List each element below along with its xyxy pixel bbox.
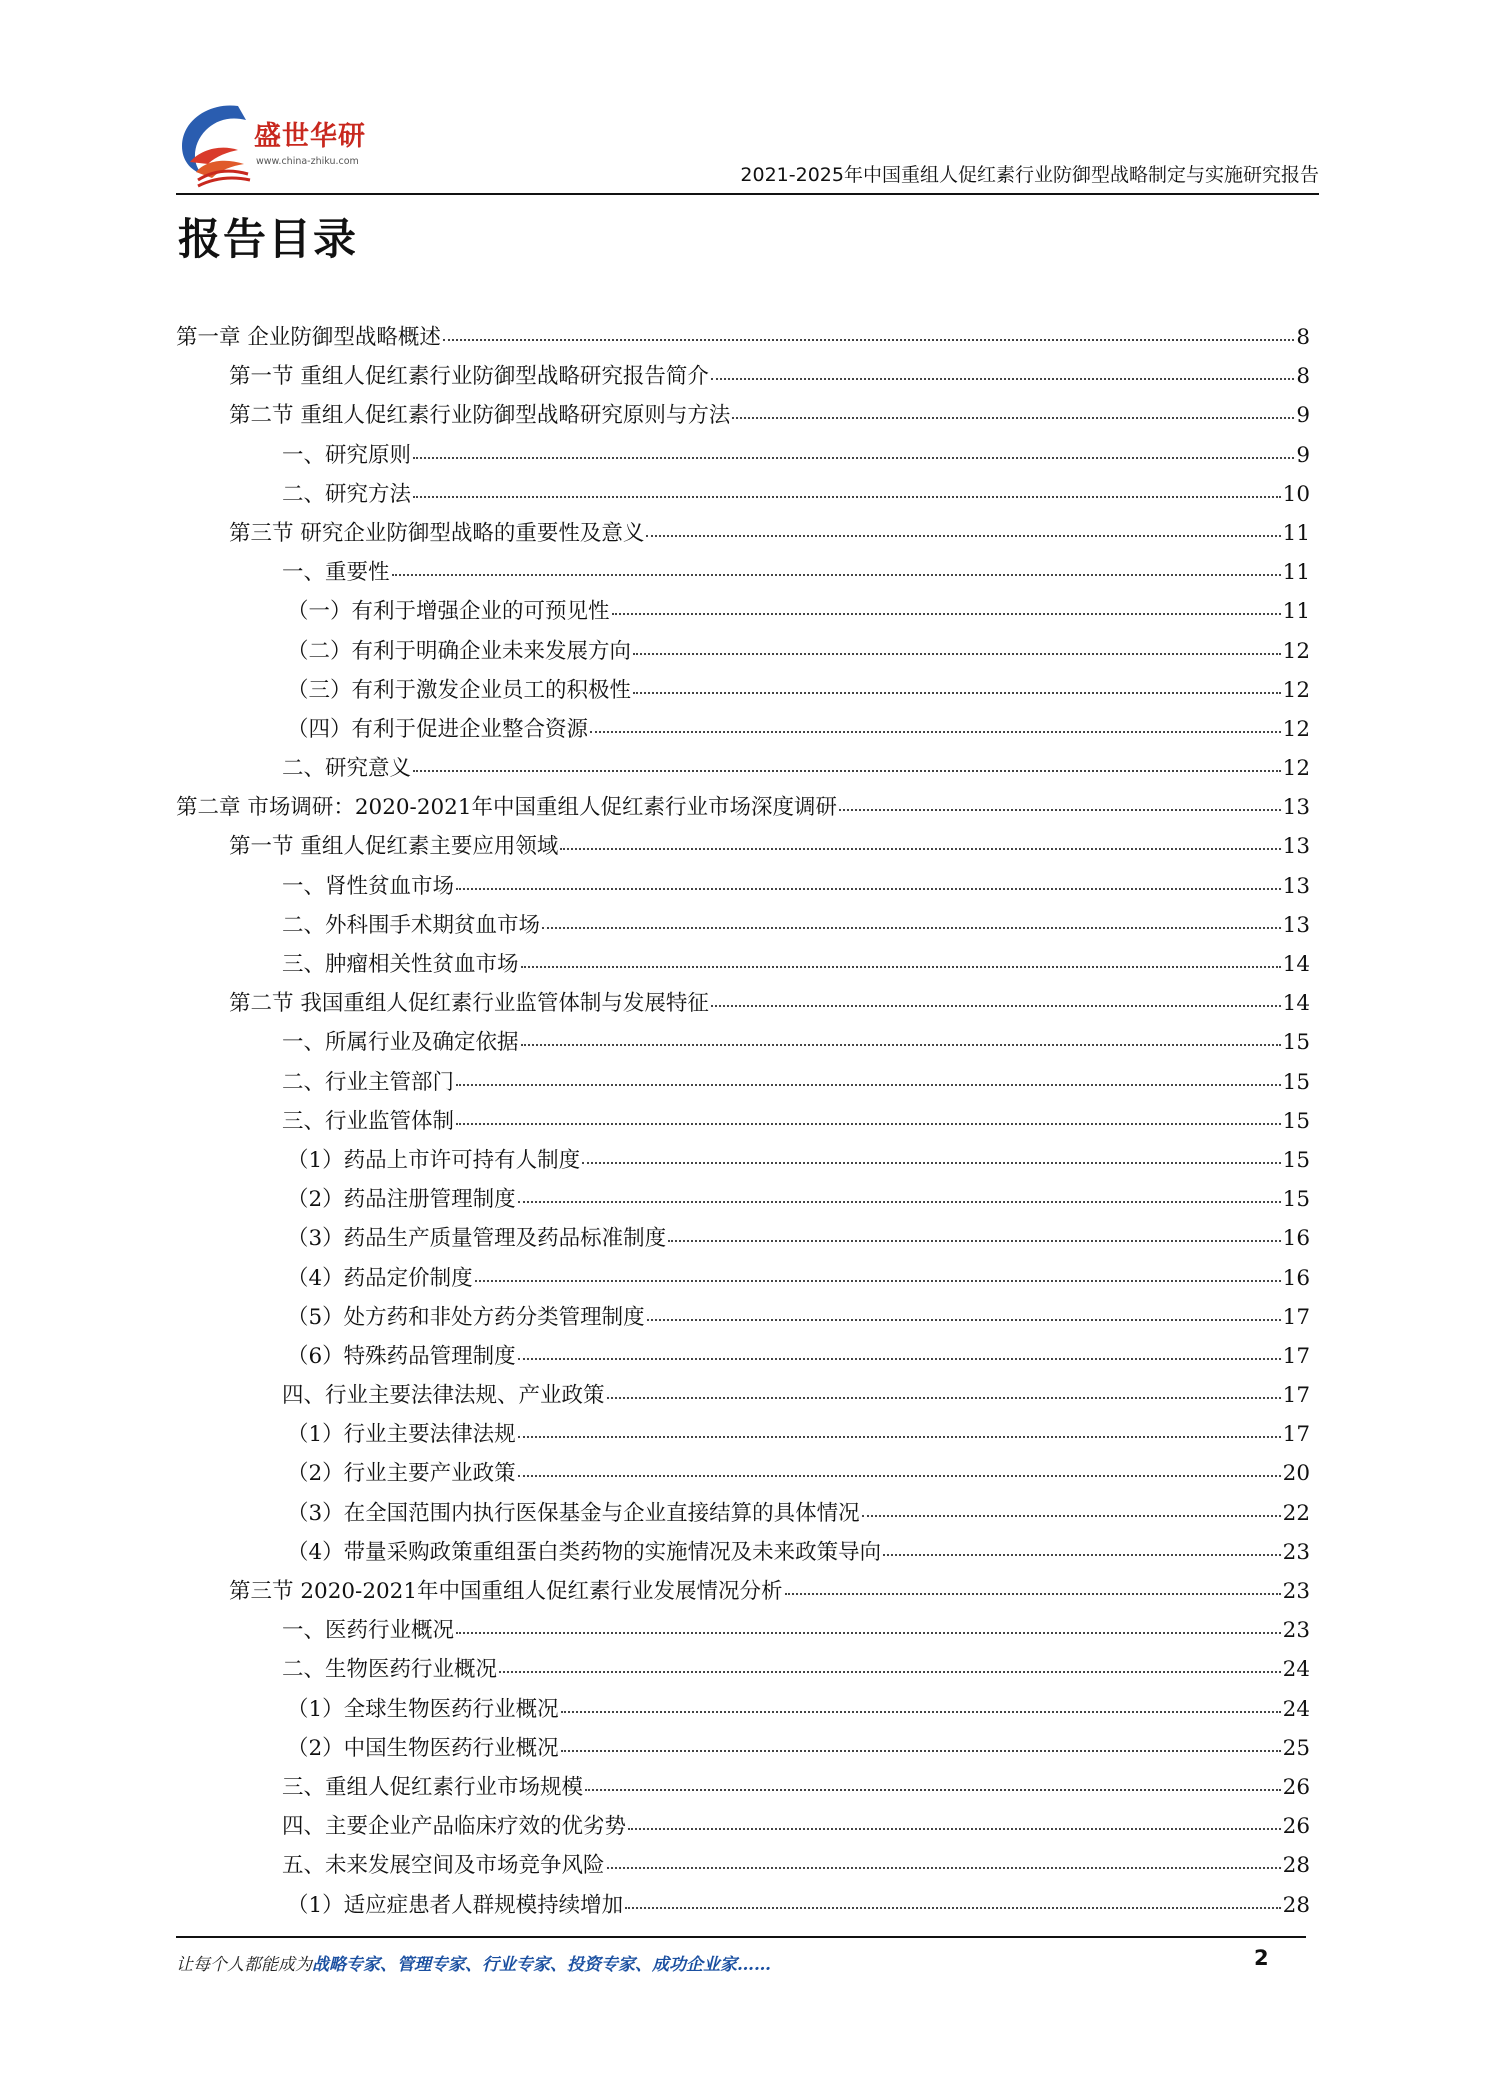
toc-entry-title: （3）药品生产质量管理及药品标准制度	[287, 1226, 667, 1252]
toc-entry-page: 14	[1282, 991, 1310, 1017]
toc-dot-leader	[542, 912, 1281, 932]
logo-url: www.china-zhiku.com	[256, 156, 359, 167]
toc-dot-leader	[475, 1265, 1281, 1285]
toc-entry-title: 二、行业主管部门	[282, 1069, 455, 1095]
toc-entry[interactable]	[176, 829, 1310, 868]
toc-dot-leader	[839, 794, 1281, 814]
toc-entry-page: 24	[1282, 1696, 1310, 1722]
toc-entry[interactable]	[176, 1456, 1310, 1495]
toc-dot-leader	[443, 324, 1294, 344]
toc-entry-page: 11	[1282, 560, 1310, 586]
toc-entry-page: 9	[1296, 403, 1310, 429]
toc-dot-leader	[561, 1735, 1281, 1755]
toc-entry-title: 第三节 研究企业防御型战略的重要性及意义	[229, 520, 645, 546]
toc-entry-page: 20	[1282, 1461, 1310, 1487]
toc-entry-page: 12	[1282, 756, 1310, 782]
toc-entry[interactable]	[176, 1261, 1310, 1300]
toc-entry-title: （1）行业主要法律法规	[287, 1422, 516, 1448]
toc-dot-leader	[582, 1147, 1280, 1167]
toc-entry-title: （5）处方药和非处方药分类管理制度	[287, 1304, 645, 1330]
toc-entry[interactable]	[176, 1300, 1310, 1339]
toc-entry-title: （1）全球生物医药行业概况	[287, 1696, 559, 1722]
toc-dot-leader	[518, 1421, 1281, 1441]
toc-entry-page: 11	[1282, 520, 1310, 546]
toc-entry-page: 23	[1282, 1618, 1310, 1644]
toc-dot-leader	[521, 951, 1281, 971]
toc-dot-leader	[392, 559, 1281, 579]
toc-entry[interactable]	[176, 1770, 1310, 1809]
toc-entry-page: 23	[1282, 1539, 1310, 1565]
toc-dot-leader	[590, 716, 1281, 736]
toc-entry-page: 22	[1282, 1500, 1310, 1526]
toc-entry-title: （2）行业主要产业政策	[287, 1461, 516, 1487]
toc-entry-page: 12	[1282, 677, 1310, 703]
toc-entry[interactable]	[176, 320, 1310, 359]
toc-dot-leader	[456, 1069, 1281, 1089]
toc-entry[interactable]	[176, 1731, 1310, 1770]
toc-dot-leader	[633, 638, 1281, 658]
toc-dot-leader	[518, 1186, 1281, 1206]
toc-dot-leader	[521, 1029, 1281, 1049]
toc-entry-title: 第一节 重组人促红素主要应用领域	[229, 834, 559, 860]
toc-entry-title: 三、重组人促红素行业市场规模	[282, 1774, 584, 1800]
toc-entry[interactable]	[176, 555, 1310, 594]
toc-entry-title: （6）特殊药品管理制度	[287, 1343, 516, 1369]
toc-entry-title: 第一章 企业防御型战略概述	[176, 325, 441, 350]
toc-entry-page: 8	[1296, 325, 1310, 350]
toc-dot-leader	[499, 1656, 1281, 1676]
toc-dot-leader	[612, 598, 1281, 618]
toc-entry-title: 一、重要性	[282, 560, 390, 586]
toc-dot-leader	[628, 1813, 1281, 1833]
toc-entry-title: （1）药品上市许可持有人制度	[287, 1147, 581, 1173]
toc-entry-title: （2）药品注册管理制度	[287, 1187, 516, 1213]
toc-entry[interactable]	[176, 1613, 1310, 1652]
toc-entry-page: 24	[1282, 1657, 1310, 1683]
toc-dot-leader	[413, 755, 1281, 775]
toc-entry-title: 一、肾性贫血市场	[282, 873, 455, 899]
toc-entry-title: 三、肿瘤相关性贫血市场	[282, 952, 519, 977]
toc-entry-page: 15	[1282, 1187, 1310, 1213]
toc-entry-title: 一、研究原则	[282, 442, 412, 468]
toc-entry[interactable]	[176, 751, 1310, 790]
toc-entry-title: 第一节 重组人促红素行业防御型战略研究报告简介	[229, 364, 709, 390]
toc-entry-page: 15	[1282, 1108, 1310, 1134]
toc-dot-leader	[518, 1460, 1281, 1480]
header-divider	[176, 193, 1319, 195]
toc-entry[interactable]	[176, 594, 1310, 633]
toc-entry-title: （一）有利于增强企业的可预见性	[287, 599, 610, 625]
toc-entry-page: 15	[1282, 1147, 1310, 1173]
toc-dot-leader	[413, 442, 1294, 462]
toc-dot-leader	[607, 1852, 1281, 1872]
toc-entry[interactable]	[176, 1025, 1310, 1064]
table-of-contents	[176, 320, 1310, 1927]
toc-entry-title: 四、行业主要法律法规、产业政策	[282, 1383, 605, 1409]
toc-entry-title: （三）有利于激发企业员工的积极性	[287, 677, 632, 703]
toc-entry-page: 14	[1282, 952, 1310, 977]
toc-entry-page: 13	[1282, 795, 1310, 821]
toc-entry[interactable]	[176, 947, 1310, 986]
toc-entry[interactable]	[176, 398, 1310, 437]
toc-entry[interactable]	[176, 1809, 1310, 1848]
footer-slogan-lead: 让每个人都能成为	[176, 1955, 312, 1975]
toc-entry-page: 16	[1282, 1265, 1310, 1291]
toc-dot-leader	[732, 402, 1294, 422]
toc-dot-leader	[456, 873, 1281, 893]
toc-entry[interactable]	[176, 1417, 1310, 1456]
toc-entry-page: 17	[1282, 1304, 1310, 1330]
toc-dot-leader	[633, 677, 1281, 697]
company-logo	[176, 100, 396, 190]
toc-dot-leader	[883, 1539, 1280, 1559]
toc-dot-leader	[456, 1108, 1281, 1128]
toc-entry-page: 12	[1282, 716, 1310, 742]
toc-entry-title: 第二节 重组人促红素行业防御型战略研究原则与方法	[229, 403, 731, 429]
toc-entry[interactable]	[176, 1182, 1310, 1221]
toc-entry-page: 17	[1282, 1343, 1310, 1369]
footer-slogan	[176, 1950, 771, 1975]
toc-entry-page: 13	[1282, 873, 1310, 899]
toc-entry-title: 三、行业监管体制	[282, 1108, 455, 1134]
toc-entry-title: 二、研究方法	[282, 481, 412, 507]
footer-divider	[176, 1936, 1306, 1938]
toc-entry-title: （四）有利于促进企业整合资源	[287, 716, 589, 742]
toc-dot-leader	[413, 481, 1281, 501]
toc-dot-leader	[785, 1578, 1281, 1598]
toc-entry-page: 26	[1282, 1774, 1310, 1800]
toc-entry[interactable]	[176, 986, 1310, 1025]
toc-entry[interactable]	[176, 1378, 1310, 1417]
toc-entry-title: （3）在全国范围内执行医保基金与企业直接结算的具体情况	[287, 1500, 860, 1526]
toc-entry-title: 四、主要企业产品临床疗效的优劣势	[282, 1814, 627, 1840]
toc-entry-page: 12	[1282, 638, 1310, 664]
toc-entry-page: 10	[1282, 481, 1310, 507]
toc-entry-title: 第三节 2020-2021年中国重组人促红素行业发展情况分析	[229, 1579, 783, 1604]
toc-entry[interactable]	[176, 1692, 1310, 1731]
toc-entry[interactable]	[176, 1652, 1310, 1691]
toc-entry-page: 28	[1282, 1892, 1310, 1918]
toc-entry-page: 25	[1282, 1735, 1310, 1761]
toc-entry-title: 一、所属行业及确定依据	[282, 1030, 519, 1056]
toc-entry[interactable]	[176, 712, 1310, 751]
page-header	[176, 100, 1319, 196]
toc-entry[interactable]	[176, 1339, 1310, 1378]
toc-entry-title: 一、医药行业概况	[282, 1618, 455, 1644]
toc-entry-page: 16	[1282, 1226, 1310, 1252]
toc-dot-leader	[456, 1617, 1281, 1637]
toc-entry-title: 二、外科围手术期贫血市场	[282, 912, 541, 938]
toc-dot-leader	[711, 363, 1294, 383]
toc-entry[interactable]	[176, 1221, 1310, 1260]
toc-entry[interactable]	[176, 1496, 1310, 1535]
toc-dot-leader	[607, 1382, 1281, 1402]
toc-entry[interactable]	[176, 1535, 1310, 1574]
toc-entry[interactable]	[176, 634, 1310, 673]
toc-entry[interactable]	[176, 790, 1310, 829]
toc-entry[interactable]	[176, 477, 1310, 516]
toc-entry-page: 17	[1282, 1383, 1310, 1409]
toc-dot-leader	[668, 1225, 1280, 1245]
toc-entry-title: （1）适应症患者人群规模持续增加	[287, 1892, 624, 1918]
toc-dot-leader	[625, 1892, 1280, 1912]
logo-text: 盛世华研	[254, 121, 366, 152]
toc-entry-page: 8	[1296, 364, 1310, 390]
logo-swoosh-icon	[176, 100, 256, 190]
toc-entry[interactable]	[176, 1143, 1310, 1182]
toc-entry-title: （4）带量采购政策重组蛋白类药物的实施情况及未来政策导向	[287, 1539, 882, 1565]
toc-entry-title: （二）有利于明确企业未来发展方向	[287, 638, 632, 664]
toc-entry-page: 15	[1282, 1030, 1310, 1056]
toc-dot-leader	[561, 1696, 1281, 1716]
toc-entry-page: 17	[1282, 1422, 1310, 1448]
toc-entry-page: 13	[1282, 912, 1310, 938]
toc-entry[interactable]	[176, 1065, 1310, 1104]
toc-entry[interactable]	[176, 516, 1310, 555]
toc-dot-leader	[646, 520, 1280, 540]
toc-entry-title: 第二节 我国重组人促红素行业监管体制与发展特征	[229, 991, 709, 1017]
toc-entry[interactable]	[176, 1574, 1310, 1613]
toc-entry-page: 23	[1282, 1579, 1310, 1604]
toc-entry-page: 13	[1282, 834, 1310, 860]
toc-entry[interactable]	[176, 908, 1310, 947]
toc-dot-leader	[585, 1774, 1281, 1794]
toc-entry[interactable]	[176, 1104, 1310, 1143]
toc-dot-leader	[862, 1500, 1281, 1520]
toc-entry-title: 二、生物医药行业概况	[282, 1657, 498, 1683]
toc-entry-title: （4）药品定价制度	[287, 1265, 473, 1291]
report-title: 2021-2025年中国重组人促红素行业防御型战略制定与实施研究报告	[740, 164, 1319, 186]
toc-entry-page: 9	[1296, 442, 1310, 468]
toc-entry-page: 28	[1282, 1853, 1310, 1879]
toc-entry-page: 15	[1282, 1069, 1310, 1095]
toc-entry[interactable]	[176, 673, 1310, 712]
toc-entry[interactable]	[176, 359, 1310, 398]
toc-entry-title: 二、研究意义	[282, 756, 412, 782]
toc-dot-leader	[560, 833, 1280, 853]
toc-dot-leader	[711, 990, 1281, 1010]
toc-entry[interactable]	[176, 438, 1310, 477]
toc-dot-leader	[647, 1304, 1281, 1324]
toc-entry[interactable]	[176, 1848, 1310, 1887]
toc-entry-title: （2）中国生物医药行业概况	[287, 1735, 559, 1761]
toc-entry[interactable]	[176, 869, 1310, 908]
footer-slogan-highlight: 战略专家、管理专家、行业专家、投资专家、成功企业家……	[312, 1955, 771, 1975]
page-title: 报告目录	[178, 215, 358, 265]
toc-entry-title: 五、未来发展空间及市场竞争风险	[282, 1853, 605, 1879]
toc-entry-title: 第二章 市场调研：2020-2021年中国重组人促红素行业市场深度调研	[176, 795, 838, 821]
toc-entry-page: 11	[1282, 599, 1310, 625]
toc-entry-page: 26	[1282, 1814, 1310, 1840]
page-number: 2	[1254, 1946, 1269, 1970]
toc-dot-leader	[518, 1343, 1281, 1363]
toc-entry[interactable]	[176, 1888, 1310, 1927]
